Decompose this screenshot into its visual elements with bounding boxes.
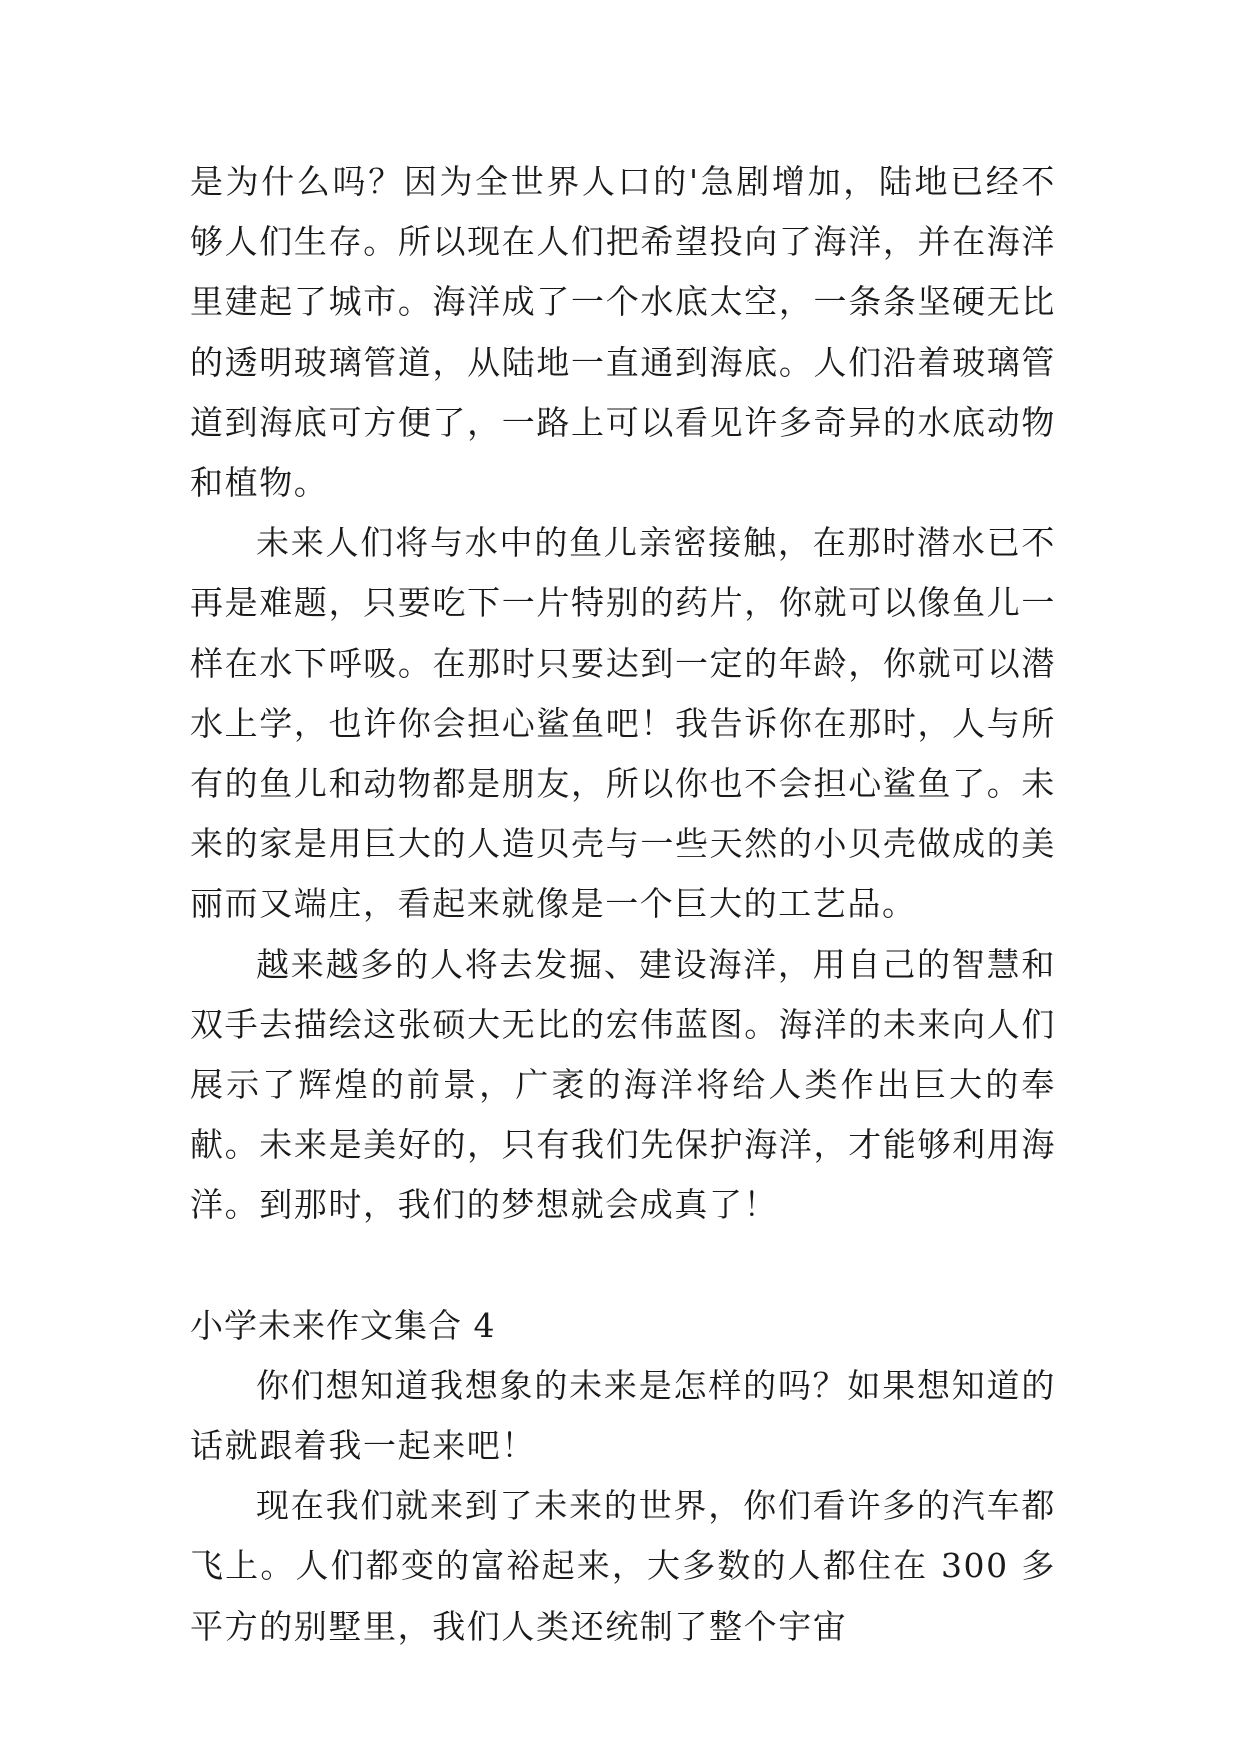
- paragraph-invitation: 你们想知道我想象的未来是怎样的吗？如果想知道的话就跟着我一起来吧！: [190, 1365, 1056, 1466]
- document-body: [190, 152, 1056, 1657]
- paragraph-continuation: 是为什么吗？因为全世界人口的'急剧增加，陆地已经不够人们生存。所以现在人们把希望投向了海洋，并在海洋里建起了城市。海洋成了一个水底太空，一条条坚硬无比的透明玻璃管道，从陆地一直通到海底。人们沿着玻璃管道到海底可方便了，一路上可以看见许多奇异的水底动物和植物。: [190, 162, 1056, 503]
- paragraph-future-world: 现在我们就来到了未来的世界，你们看许多的汽车都飞上。人们都变的富裕起来，大多数的人都住在 300 多平方的别墅里，我们人类还统制了整个宇宙: [190, 1486, 1056, 1646]
- paragraph-ocean-future: 越来越多的人将去发掘、建设海洋，用自己的智慧和双手去描绘这张硕大无比的宏伟蓝图。海洋的未来向人们展示了辉煌的前景，广袤的海洋将给人类作出巨大的奉献。未来是美好的，只有我们先保护海洋，才能够利用海洋。到那时，我们的梦想就会成真了！: [190, 944, 1056, 1225]
- paragraph-fish-contact: 未来人们将与水中的鱼儿亲密接触，在那时潜水已不再是难题，只要吃下一片特别的药片，你就可以像鱼儿一样在水下呼吸。在那时只要达到一定的年龄，你就可以潜水上学，也许你会担心鲨鱼吧！我告诉你在那时，人与所有的鱼儿和动物都是朋友，所以你也不会担心鲨鱼了。未来的家是用巨大的人造贝壳与一些天然的小贝壳做成的美丽而又端庄，看起来就像是一个巨大的工艺品。: [190, 523, 1056, 924]
- section-title: 小学未来作文集合 4: [190, 1305, 496, 1345]
